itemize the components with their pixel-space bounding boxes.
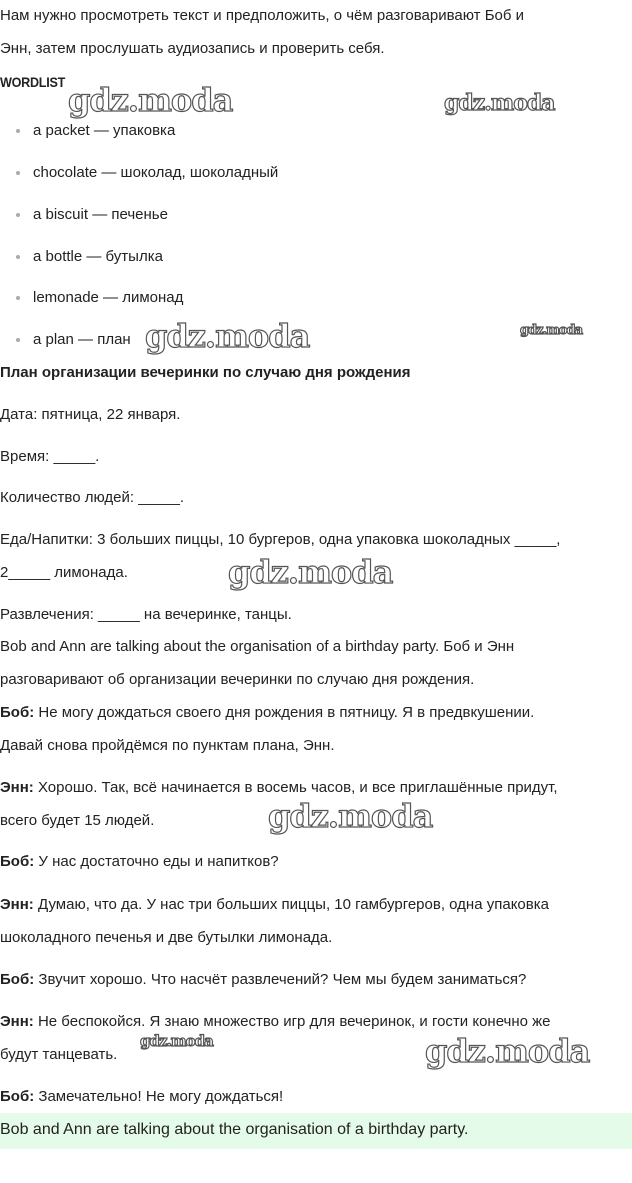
dialogue-line: шоколадного печенья и две бутылки лимонада.: [0, 929, 333, 946]
watermark: gdz.moda: [145, 317, 310, 355]
watermark: gdz.moda: [228, 553, 393, 591]
plan-line: Количество людей: _____.: [0, 489, 185, 506]
dialogue-line: Боб: У нас достаточно еды и напитков?: [0, 853, 279, 870]
watermark: gdz.moda: [140, 1032, 213, 1050]
dialogue-line: Давай снова пройдёмся по пунктам плана, Энн.: [0, 737, 335, 754]
plan-line: Время: _____.: [0, 448, 100, 465]
answer-highlight: [0, 1113, 632, 1149]
dialogue-line: Боб: Замечательно! Не могу дождаться!: [0, 1088, 284, 1105]
dialogue-line: будут танцевать.: [0, 1046, 118, 1063]
plan-line: Дата: пятница, 22 января.: [0, 406, 181, 423]
wordlist-item: a biscuit — печенье: [16, 205, 168, 225]
dialogue-line: Энн: Хорошо. Так, всё начинается в восемь часов, и все приглашённые придут,: [0, 779, 558, 796]
wordlist-item: a bottle — бутылка: [16, 247, 163, 267]
watermark: gdz.moda: [444, 90, 555, 116]
plan-line: Еда/Напитки: 3 больших пиццы, 10 бургеров, одна упаковка шоколадных _____,: [0, 531, 561, 548]
watermark: gdz.moda: [425, 1032, 590, 1070]
wordlist-item: a packet — упаковка: [16, 121, 175, 141]
plan-line: Развлечения: _____ на вечеринке, танцы.: [0, 606, 292, 623]
dialogue-line: Боб: Звучит хорошо. Что насчёт развлечений? Чем мы будем заниматься?: [0, 971, 527, 988]
intro-line: Энн, затем прослушать аудиозапись и проверить себя.: [0, 40, 385, 57]
dialogue-line: Энн: Думаю, что да. У нас три больших пиццы, 10 гамбургеров, одна упаковка: [0, 896, 549, 913]
summary-line: Bob and Ann are talking about the organisation of a birthday party. Боб и Энн: [0, 638, 515, 655]
dialogue-line: Энн: Не беспокойся. Я знаю множество игр для вечеринок, и гости конечно же: [0, 1013, 551, 1030]
wordlist-item: chocolate — шоколад, шоколадный: [16, 163, 278, 183]
plan-line: 2_____ лимонада.: [0, 564, 128, 581]
answer-text: Bob and Ann are talking about the organisation of a birthday party.: [0, 1121, 469, 1138]
dialogue-line: всего будет 15 людей.: [0, 812, 155, 829]
watermark: gdz.moda: [268, 797, 433, 835]
watermark: gdz.moda: [68, 81, 233, 119]
wordlist-item: lemonade — лимонад: [16, 288, 183, 308]
watermark: gdz.moda: [520, 323, 583, 338]
dialogue-line: Боб: Не могу дождаться своего дня рождения в пятницу. Я в предвкушении.: [0, 704, 535, 721]
wordlist-heading: WORDLIST: [0, 74, 66, 90]
plan-heading: План организации вечеринки по случаю дня рождения: [0, 364, 411, 381]
summary-line: разговаривают об организации вечеринки по случаю дня рождения.: [0, 671, 475, 688]
intro-line: Нам нужно просмотреть текст и предположить, о чём разговаривают Боб и: [0, 7, 525, 24]
wordlist-item: a plan — план: [16, 330, 131, 350]
